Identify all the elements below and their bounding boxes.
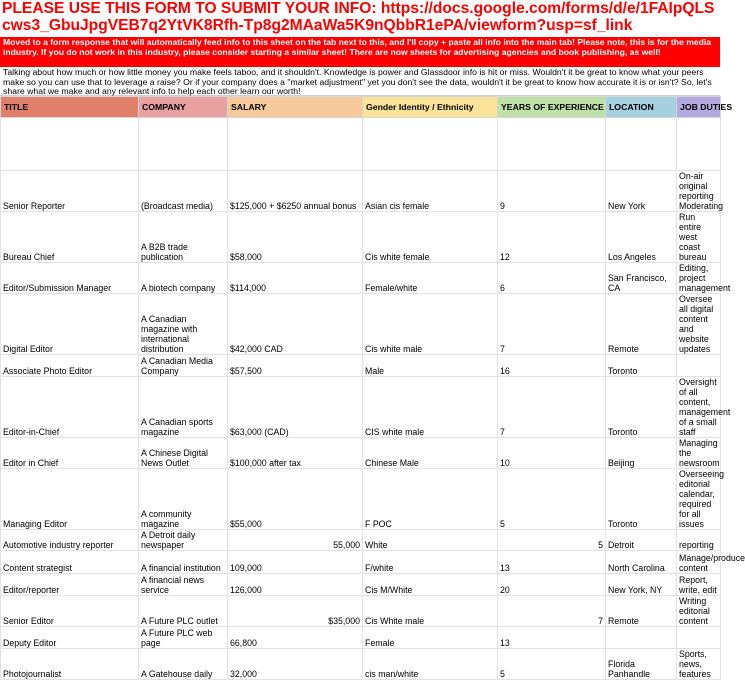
- cell-location[interactable]: [606, 118, 677, 171]
- cell-title[interactable]: Editor-in-Chief: [1, 377, 139, 438]
- cell-salary[interactable]: $114,000: [228, 263, 363, 294]
- table-row: [1, 263, 721, 294]
- cell-location[interactable]: Detroit: [606, 530, 677, 551]
- cell-title[interactable]: Automotive industry reporter: [1, 530, 139, 551]
- cell-gender[interactable]: [363, 118, 498, 171]
- cell-gender[interactable]: F POC: [363, 469, 498, 530]
- cell-location[interactable]: Toronto: [606, 355, 677, 377]
- cell-company[interactable]: A Chinese Digital News Outlet: [139, 438, 228, 469]
- cell-job[interactable]: Overseeing editorial calendar, required for all issues: [677, 469, 721, 530]
- cell-location[interactable]: Florida Panhandle: [606, 649, 677, 680]
- intro-text: Talking about how much or how little money you make feels taboo, and it shouldn't. Knowledge is power and Glassdoor info is hit or miss. Wouldn't it be great to know what your peers make so you can use that to leverage a raise? Or if your company does a "market adjustment" yet you don't see the data, wouldn't it be great to know how accurate it is or isn't? So, let's share what we make and any relevant info to help each other learn our worth!: [0, 67, 720, 96]
- cell-gender[interactable]: Cis white male: [363, 294, 498, 355]
- cell-title[interactable]: Deputy Editor: [1, 627, 139, 649]
- cell-gender[interactable]: Male: [363, 355, 498, 377]
- cell-salary[interactable]: $58,000: [228, 212, 363, 263]
- cell-company[interactable]: A Canadian magazine with international distribution: [139, 294, 228, 355]
- cell-company[interactable]: A Canadian sports magazine: [139, 377, 228, 438]
- table-row: [1, 649, 721, 680]
- salary-table: [0, 96, 745, 680]
- cell-salary[interactable]: $35,000: [228, 596, 363, 627]
- cell-years[interactable]: 5: [498, 649, 606, 680]
- table-row: [1, 574, 721, 596]
- cell-job[interactable]: reporting: [677, 530, 721, 551]
- cell-location[interactable]: Los Angeles: [606, 212, 677, 263]
- cell-years[interactable]: 10: [498, 438, 606, 469]
- cell-years[interactable]: 7: [498, 294, 606, 355]
- table-row: [1, 469, 721, 530]
- table-row: [1, 212, 721, 263]
- table-row: [1, 118, 721, 171]
- cell-company[interactable]: A B2B trade publication: [139, 212, 228, 263]
- cell-salary[interactable]: $125,000 + $6250 annual bonus: [228, 171, 363, 212]
- cell-job[interactable]: Managing the newsroom: [677, 438, 721, 469]
- cell-title[interactable]: Associate Photo Editor: [1, 355, 139, 377]
- cell-job[interactable]: Manage/produce content: [677, 551, 721, 574]
- cell-company[interactable]: A financial institution: [139, 551, 228, 574]
- cell-gender[interactable]: Chinese Male: [363, 438, 498, 469]
- cell-job[interactable]: [677, 118, 721, 171]
- column-header-company[interactable]: COMPANY: [139, 97, 228, 118]
- cell-job[interactable]: [677, 355, 721, 377]
- cell-gender[interactable]: White: [363, 530, 498, 551]
- column-header-job-duties[interactable]: JOB DUTIES: [677, 97, 721, 118]
- cell-salary[interactable]: [228, 118, 363, 171]
- cell-job[interactable]: Run entire west coast bureau: [677, 212, 721, 263]
- table-body: [1, 118, 745, 680]
- cell-company[interactable]: A Future PLC outlet: [139, 596, 228, 627]
- cell-title[interactable]: Senior Reporter: [1, 171, 139, 212]
- cell-years[interactable]: 5: [498, 530, 606, 551]
- cell-salary[interactable]: $55,000: [228, 469, 363, 530]
- cell-company[interactable]: A Gatehouse daily: [139, 649, 228, 680]
- cell-job[interactable]: Editing, project management: [677, 263, 721, 294]
- cell-company[interactable]: A biotech company: [139, 263, 228, 294]
- cell-years[interactable]: 6: [498, 263, 606, 294]
- cell-gender[interactable]: F/white: [363, 551, 498, 574]
- table-row: [1, 355, 721, 377]
- cell-gender[interactable]: Female/white: [363, 263, 498, 294]
- cell-gender[interactable]: Cis White male: [363, 596, 498, 627]
- cell-title[interactable]: Content strategist: [1, 551, 139, 574]
- cell-title[interactable]: [1, 118, 139, 171]
- cell-title[interactable]: Photojournalist: [1, 649, 139, 680]
- cell-company[interactable]: A Canadian Media Company: [139, 355, 228, 377]
- cell-salary[interactable]: 55,000: [228, 530, 363, 551]
- cell-job[interactable]: On-air original reporting Moderating: [677, 171, 721, 212]
- cell-company[interactable]: (Broadcast media): [139, 171, 228, 212]
- cell-location[interactable]: San Francisco, CA: [606, 263, 677, 294]
- cell-years[interactable]: 13: [498, 627, 606, 649]
- cell-years[interactable]: [498, 118, 606, 171]
- cell-salary[interactable]: 66,800: [228, 627, 363, 649]
- cell-job[interactable]: Writing editorial content: [677, 596, 721, 627]
- cell-job[interactable]: Oversight of all content, management of a small staff: [677, 377, 721, 438]
- cell-title[interactable]: Managing Editor: [1, 469, 139, 530]
- cell-location[interactable]: North Carolina: [606, 551, 677, 574]
- cell-job[interactable]: [677, 627, 721, 649]
- table-row: [1, 551, 721, 574]
- cell-title[interactable]: Senior Editor: [1, 596, 139, 627]
- cell-job[interactable]: Sports, news, features: [677, 649, 721, 680]
- cell-gender[interactable]: cis man/white: [363, 649, 498, 680]
- cell-salary[interactable]: $63,000 (CAD): [228, 377, 363, 438]
- cell-years[interactable]: 5: [498, 469, 606, 530]
- cell-gender[interactable]: Cis white female: [363, 212, 498, 263]
- column-header-salary[interactable]: SALARY: [228, 97, 363, 118]
- table-row: [1, 294, 721, 355]
- cell-title[interactable]: Bureau Chief: [1, 212, 139, 263]
- cell-gender[interactable]: Cis M/White: [363, 574, 498, 596]
- cell-location[interactable]: Remote: [606, 596, 677, 627]
- table-row: [1, 438, 721, 469]
- cell-company[interactable]: [139, 118, 228, 171]
- cell-location[interactable]: [606, 627, 677, 649]
- cell-company[interactable]: A Future PLC web page: [139, 627, 228, 649]
- cell-location[interactable]: Beijing: [606, 438, 677, 469]
- table-row: [1, 530, 721, 551]
- cell-years[interactable]: 13: [498, 551, 606, 574]
- cell-location[interactable]: Toronto: [606, 469, 677, 530]
- column-header-years[interactable]: YEARS OF EXPERIENCE: [498, 97, 606, 118]
- cell-company[interactable]: A community magazine: [139, 469, 228, 530]
- cell-years[interactable]: 12: [498, 212, 606, 263]
- cell-title[interactable]: Editor in Chief: [1, 438, 139, 469]
- cell-location[interactable]: New York: [606, 171, 677, 212]
- cell-title[interactable]: Digital Editor: [1, 294, 139, 355]
- cell-salary[interactable]: $42,000 CAD: [228, 294, 363, 355]
- cell-salary[interactable]: 32,000: [228, 649, 363, 680]
- cell-gender[interactable]: Female: [363, 627, 498, 649]
- cell-salary[interactable]: $57,500: [228, 355, 363, 377]
- cell-job[interactable]: Report, write, edit: [677, 574, 721, 596]
- table-row: [1, 627, 721, 649]
- cell-gender[interactable]: Asian cis female: [363, 171, 498, 212]
- cell-years[interactable]: 16: [498, 355, 606, 377]
- cell-location[interactable]: New York, NY: [606, 574, 677, 596]
- cell-salary[interactable]: $100,000 after tax: [228, 438, 363, 469]
- cell-title[interactable]: Editor/Submission Manager: [1, 263, 139, 294]
- form-link-banner[interactable]: PLEASE USE THIS FORM TO SUBMIT YOUR INFO: https://docs.google.com/forms/d/e/1FAIpQLScws3_GbuJpgVEB7q2YtVK8Rfh-Tp8g2MAaWa5K9nQbbR1ePA/viewform?usp=sf_link: [2, 0, 715, 34]
- cell-location[interactable]: Toronto: [606, 377, 677, 438]
- notice-banner: Moved to a form response that will automatically feed info to this sheet on the tab next to this, and I'll copy + paste all info into the main tab! Please note, this is for the media industry. If you do not work in this industry, please consider starting a similar sheet! There are now sheets for advertising agencies and book publishing, as well!: [0, 37, 720, 67]
- column-header-location[interactable]: LOCATION: [606, 97, 677, 118]
- cell-job[interactable]: Oversee all digital content and website updates: [677, 294, 721, 355]
- cell-salary[interactable]: 126,000: [228, 574, 363, 596]
- table-row: [1, 377, 721, 438]
- cell-company[interactable]: A Detroit daily newspaper: [139, 530, 228, 551]
- table-row: [1, 596, 721, 627]
- column-header-title[interactable]: TITLE: [1, 97, 139, 118]
- cell-company[interactable]: A financial news service: [139, 574, 228, 596]
- cell-years[interactable]: 9: [498, 171, 606, 212]
- cell-years[interactable]: 20: [498, 574, 606, 596]
- cell-salary[interactable]: 109,000: [228, 551, 363, 574]
- cell-years[interactable]: 7: [498, 377, 606, 438]
- table-row: [1, 171, 721, 212]
- header-row: [1, 97, 721, 118]
- cell-title[interactable]: Editor/reporter: [1, 574, 139, 596]
- cell-gender[interactable]: CIS white male: [363, 377, 498, 438]
- column-header-gender[interactable]: Gender Identity / Ethnicity: [363, 97, 498, 118]
- cell-location[interactable]: Remote: [606, 294, 677, 355]
- cell-years[interactable]: 7: [498, 596, 606, 627]
